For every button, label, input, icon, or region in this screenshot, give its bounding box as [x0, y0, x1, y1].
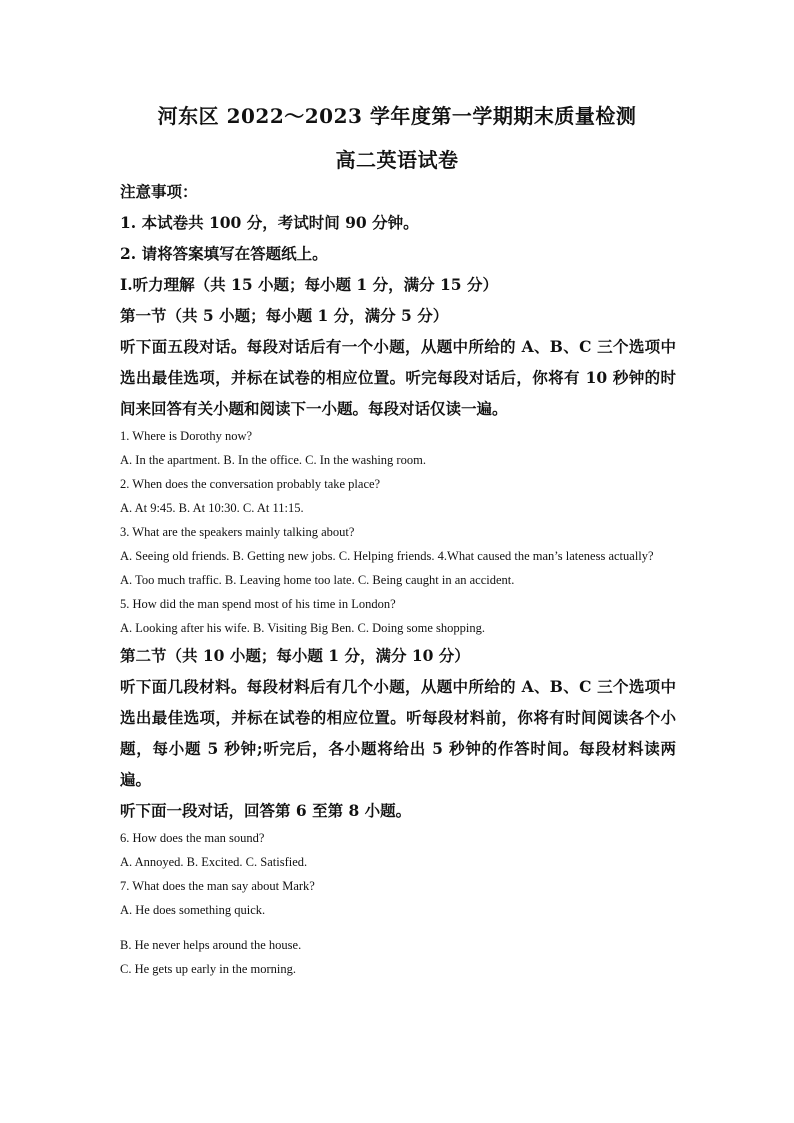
notice-item: 1. 本试卷共 100 分，考试时间 90 分钟。 — [120, 213, 419, 232]
options-line: A. In the apartment. B. In the office. C. In the washing room. — [120, 453, 426, 467]
question-line: 2. When does the conversation probably take place? — [120, 477, 381, 491]
options-line: A. Looking after his wife. B. Visiting Big Ben. C. Doing some shopping. — [120, 621, 485, 635]
part-heading: Ⅰ.听力理解（共 15 小题；每小题 1 分，满分 15 分） — [120, 275, 498, 294]
options-line: A. Too much traffic. B. Leaving home too late. C. Being caught in an accident. — [120, 573, 515, 587]
notice-item: 2. 请将答案填写在答题纸上。 — [120, 244, 328, 263]
notice-heading: 注意事项： — [120, 182, 198, 201]
question-line: 7. What does the man say about Mark? — [120, 879, 315, 893]
question-line: 3. What are the speakers mainly talking about? — [120, 525, 355, 539]
option-line: B. He never helps around the house. — [120, 938, 302, 952]
dialog-heading: 听下面一段对话，回答第 6 至第 8 小题。 — [120, 801, 412, 820]
section-heading: 第一节（共 5 小题；每小题 1 分，满分 5 分） — [120, 306, 449, 325]
spacer — [120, 922, 676, 933]
options-line: A. At 9:45. B. At 10:30. C. At 11:15. — [120, 501, 304, 515]
section-instructions: 听下面几段材料。每段材料后有几个小题，从题中所给的 A、B、C 三个选项中选出最佳选项，并标在试卷的相应位置。听每段材料前，你将有时间阅读各个小题，每小题 5 秒钟;听完后，各小题将给出 5 秒钟的作答时间。每段材料读两遍。 — [120, 677, 676, 789]
page-title: 河东区 2022～2023 学年度第一学期期末质量检测 — [157, 104, 637, 128]
page-subtitle: 高二英语试卷 — [335, 148, 459, 172]
section-instructions: 听下面五段对话。每段对话后有一个小题，从题中所给的 A、B、C 三个选项中选出最佳选项，并标在试卷的相应位置。听完每段对话后，你将有 10 秒钟的时间来回答有关小题和阅读下一小题。每段对话仅读一遍。 — [120, 337, 676, 418]
question-line: 5. How did the man spend most of his time in London? — [120, 597, 396, 611]
option-line: C. He gets up early in the morning. — [120, 962, 297, 976]
options-line: A. Annoyed. B. Excited. C. Satisfied. — [120, 855, 308, 869]
exam-body — [120, 176, 676, 981]
section-heading: 第二节（共 10 小题；每小题 1 分，满分 10 分） — [120, 646, 470, 665]
question-line: 1. Where is Dorothy now? — [120, 429, 253, 443]
question-line: 6. How does the man sound? — [120, 831, 265, 845]
options-line: A. Seeing old friends. B. Getting new jobs. C. Helping friends. 4.What caused the man’s lateness actually? — [120, 549, 654, 563]
option-line: A. He does something quick. — [120, 903, 266, 917]
